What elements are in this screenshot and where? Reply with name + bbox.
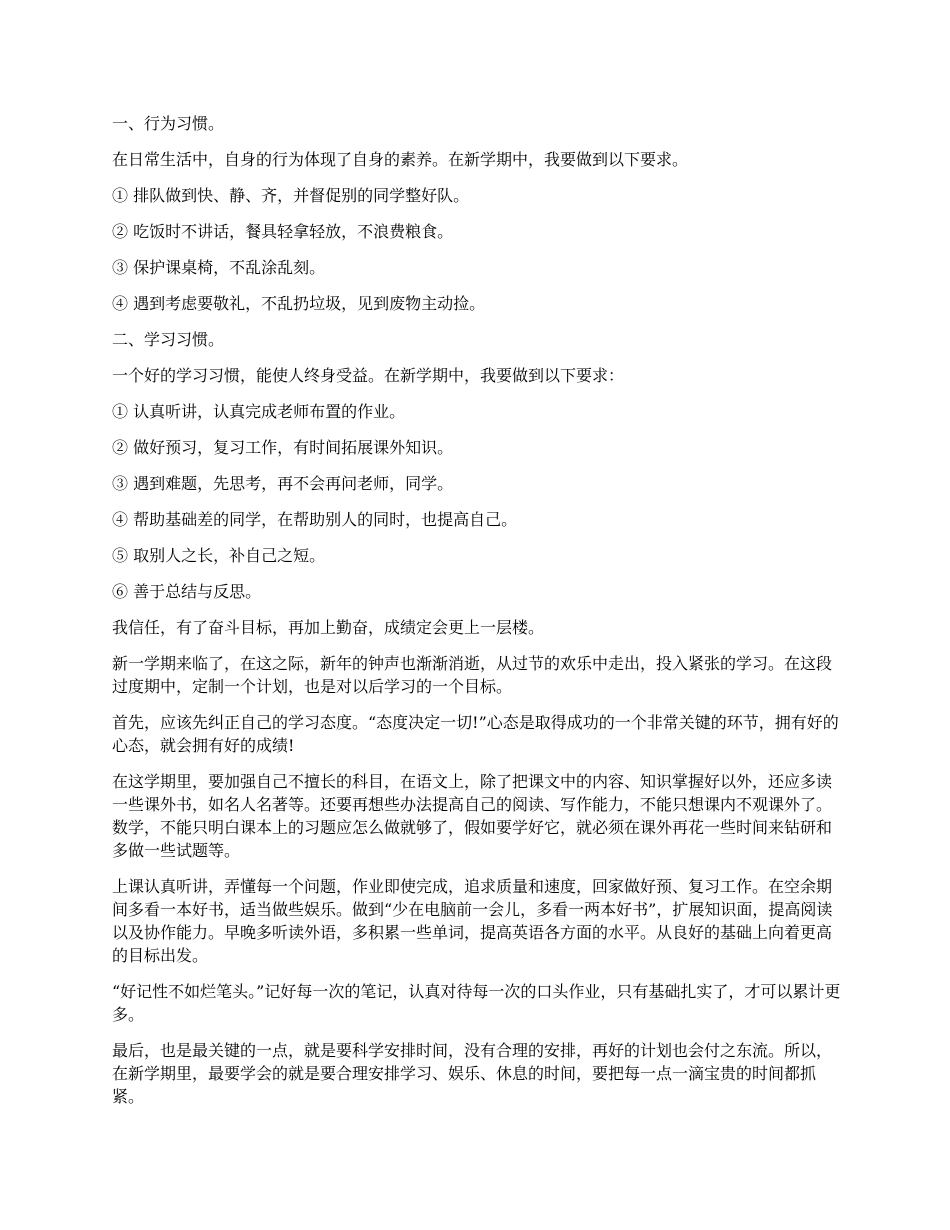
list-item: ② 吃饭时不讲话，餐具轻拿轻放，不浪费粮食。 xyxy=(112,222,454,241)
list-item: ⑥ 善于总结与反思。 xyxy=(112,582,262,601)
body-paragraph: 最后，也是最关键的一点，就是要科学安排时间，没有合理的安排，再好的计划也会付之东流。所以，在新学期里，最要学会的就是要合理安排学习、娱乐、休息的时间，要把每一点一滴宝贵的时间都抓紧。 xyxy=(112,1041,833,1106)
body-paragraph: 我信任，有了奋斗目标，再加上勤奋，成绩定会更上一层楼。 xyxy=(112,618,545,637)
list-item: ② 做好预习，复习工作，有时间拓展课外知识。 xyxy=(112,438,454,457)
document-page xyxy=(112,112,842,1121)
list-item: ⑤ 取别人之长，补自己之短。 xyxy=(112,546,326,565)
list-item: ① 排队做到快、静、齐，并督促别的同学整好队。 xyxy=(112,186,470,205)
list-item: ③ 保护课桌椅，不乱涂乱刻。 xyxy=(112,258,326,277)
list-item: ④ 帮助基础差的同学，在帮助别人的同时，也提高自己。 xyxy=(112,510,518,529)
section-heading-study: 二、学习习惯。 xyxy=(112,330,225,349)
section-intro-study: 一个好的学习习惯，能使人终身受益。在新学期中，我要做到以下要求： xyxy=(112,366,625,385)
body-paragraph: “好记性不如烂笔头。”记好每一次的笔记，认真对待每一次的口头作业，只有基础扎实了，才可以累计更多。 xyxy=(112,982,841,1024)
body-paragraph: 在这学期里，要加强自己不擅长的科目，在语文上，除了把课文中的内容、知识掌握好以外，还应多读一些课外书，如名人名著等。还要再想些办法提高自己的阅读、写作能力，不能只想课内不观课外了。数学，不能只明白课本上的习题应怎么做就够了，假如要学好它，就必须在课外再花一些时间来钻研和多做一些试题等。 xyxy=(112,772,833,860)
body-paragraph: 首先，应该先纠正自己的学习态度。“态度决定一切!”心态是取得成功的一个非常关键的环节，拥有好的心态，就会拥有好的成绩! xyxy=(112,713,839,755)
body-paragraph: 新一学期来临了，在这之际，新年的钟声也渐渐消逝，从过节的欢乐中走出，投入紧张的学习。在这段过度期中，定制一个计划，也是对以后学习的一个目标。 xyxy=(112,654,833,696)
section-heading-behavior: 一、行为习惯。 xyxy=(112,114,225,133)
body-paragraph: 上课认真听讲，弄懂每一个问题，作业即使完成，追求质量和速度，回家做好预、复习工作。在空余期间多看一本好书，适当做些娱乐。做到“少在电脑前一会儿，多看一两本好书”，扩展知识面，提高阅读以及协作能力。早晚多听读外语，多积累一些单词，提高英语各方面的水平。从良好的基础上向着更高的目标出发。 xyxy=(112,877,833,965)
section-intro-behavior: 在日常生活中，自身的行为体现了自身的素养。在新学期中，我要做到以下要求。 xyxy=(112,150,689,169)
list-item: ① 认真听讲，认真完成老师布置的作业。 xyxy=(112,402,406,421)
list-item: ③ 遇到难题，先思考，再不会再问老师，同学。 xyxy=(112,474,454,493)
list-item: ④ 遇到考虑要敬礼，不乱扔垃圾，见到废物主动捡。 xyxy=(112,294,486,313)
